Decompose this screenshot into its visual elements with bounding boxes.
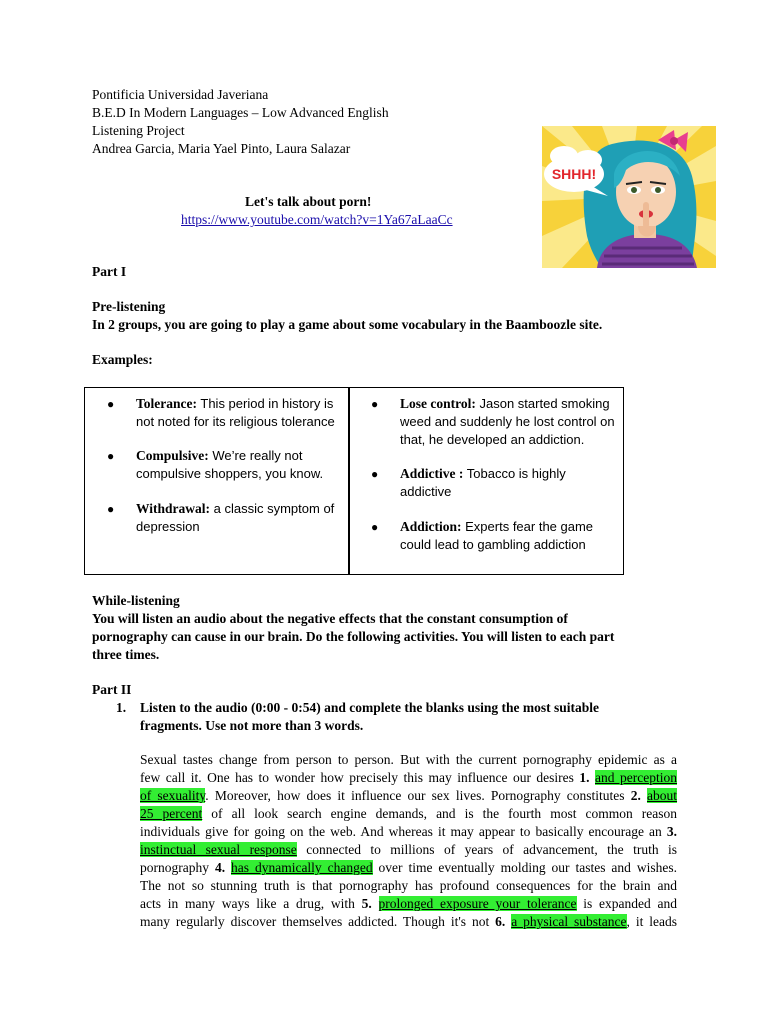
bullet: ●	[371, 397, 379, 411]
answer-highlight: about	[647, 788, 678, 803]
vocab-item	[107, 447, 324, 483]
vocab-example: Jason started smoking	[479, 396, 610, 411]
vocab-example: We’re really not	[212, 448, 303, 463]
bullet: ●	[371, 520, 379, 534]
vocab-example: This period in history is	[200, 396, 334, 411]
answer-highlight: 25 percent	[140, 806, 203, 821]
blank-number: 2.	[630, 788, 641, 803]
answer-highlight: of sexuality	[140, 788, 206, 803]
item-number: 1.	[116, 700, 127, 715]
paragraph-line: many regularly discover themselves addicted. Though it's not 6. a physical substance, it leads	[140, 914, 678, 929]
blank-number: 4.	[214, 860, 226, 875]
bullet: ●	[107, 397, 115, 411]
blank-number: 1.	[579, 770, 590, 785]
examples-label: Examples:	[92, 352, 153, 367]
paragraph-line: instinctual sexual response connected to millions of years of advancement, the truth is	[140, 842, 678, 857]
shh-illustration	[542, 126, 716, 268]
vocab-term: Addictive :	[400, 466, 464, 481]
program-name: B.E.D In Modern Languages – Low Advanced English	[92, 105, 389, 120]
vocab-term: Tolerance:	[136, 396, 197, 411]
paragraph-line: pornography 4. has dynamically changed over time eventually molding our tastes and wishes.	[140, 860, 677, 875]
vocab-example: that, he developed an addiction.	[400, 432, 585, 447]
while-listening-text: You will listen an audio about the negative effects that the constant consumption of	[92, 611, 568, 626]
university-name: Pontificia Universidad Javeriana	[92, 87, 269, 102]
vocab-term: Withdrawal:	[136, 501, 211, 516]
speech-bubble-text: SHHH!	[551, 166, 597, 182]
bullet: ●	[371, 467, 379, 481]
vocab-item	[371, 465, 566, 501]
page-title: Let's talk about porn!	[245, 194, 372, 209]
pre-listening-label: Pre-listening	[92, 299, 166, 314]
pre-listening-instruction: In 2 groups, you are going to play a game about some vocabulary in the Baamboozle site.	[92, 317, 603, 332]
project-name: Listening Project	[92, 123, 185, 138]
part1-label: Part I	[92, 264, 127, 279]
vocab-item	[107, 395, 335, 431]
blank-number: 5.	[361, 896, 372, 911]
vocab-item	[371, 395, 615, 449]
vocab-example: depression	[136, 519, 200, 534]
paragraph-line: Sexual tastes change from person to person. But with the current pornography epidemic as a	[140, 752, 677, 767]
authors: Andrea Garcia, Maria Yael Pinto, Laura Salazar	[92, 141, 351, 156]
vocab-example: Tobacco is highly	[466, 466, 566, 481]
vocab-term: Compulsive:	[136, 448, 209, 463]
vocab-item	[371, 518, 594, 554]
paragraph-line: few call it. One has to wonder how precisely this may influence our desires 1. and perception	[140, 770, 678, 785]
vocab-example: a classic symptom of	[213, 501, 335, 516]
paragraph-line: individuals give for going on the web. And whereas it may appear to basically encourage an 3.	[140, 824, 677, 839]
while-listening-text: pornography can cause in our brain. Do the following activities. You will listen to each part	[92, 629, 615, 644]
blank-number: 6.	[495, 914, 506, 929]
answer-highlight: a physical substance	[511, 914, 627, 929]
answer-highlight: has dynamically changed	[231, 860, 373, 875]
vocab-term: Lose control:	[400, 396, 476, 411]
vocab-example: addictive	[400, 484, 452, 499]
vocab-item	[107, 500, 335, 536]
answer-highlight: prolonged exposure your tolerance	[378, 896, 577, 911]
paragraph-line: The not so stunning truth is that pornography has profound consequences for the brain and	[140, 878, 677, 893]
while-listening-text: three times.	[92, 647, 160, 662]
while-listening-label: While-listening	[92, 593, 180, 608]
vocab-example: Experts fear the game	[465, 519, 594, 534]
part2-instruction: fragments. Use not more than 3 words.	[140, 718, 364, 733]
paragraph-line: of sexuality. Moreover, how does it influence our sex lives. Pornography constitutes 2. about	[140, 788, 678, 803]
vocab-example: weed and suddenly he lost control on	[400, 414, 615, 429]
table-divider	[348, 388, 350, 574]
part2-instruction: Listen to the audio (0:00 - 0:54) and complete the blanks using the most suitable	[140, 700, 600, 715]
bullet: ●	[107, 449, 115, 463]
part2-label: Part II	[92, 682, 132, 697]
paragraph-line: 25 percent of all look search engine demands, and is the fourth most common reason	[140, 806, 677, 821]
video-link[interactable]: https://www.youtube.com/watch?v=1Ya67aLaaCc	[181, 212, 453, 227]
answer-highlight: and perception	[595, 770, 678, 785]
vocab-example: could lead to gambling addiction	[400, 537, 586, 552]
paragraph-line: acts in many ways like a drug, with 5. prolonged exposure your tolerance is expanded and	[140, 896, 678, 911]
vocab-term: Addiction:	[400, 519, 462, 534]
vocab-example: not noted for its religious tolerance	[136, 414, 335, 429]
bullet: ●	[107, 502, 115, 516]
vocab-example: compulsive shoppers, you know.	[136, 466, 324, 481]
blank-number: 3.	[666, 824, 677, 839]
answer-highlight: instinctual sexual response	[140, 842, 297, 857]
vocabulary-table	[84, 387, 624, 575]
